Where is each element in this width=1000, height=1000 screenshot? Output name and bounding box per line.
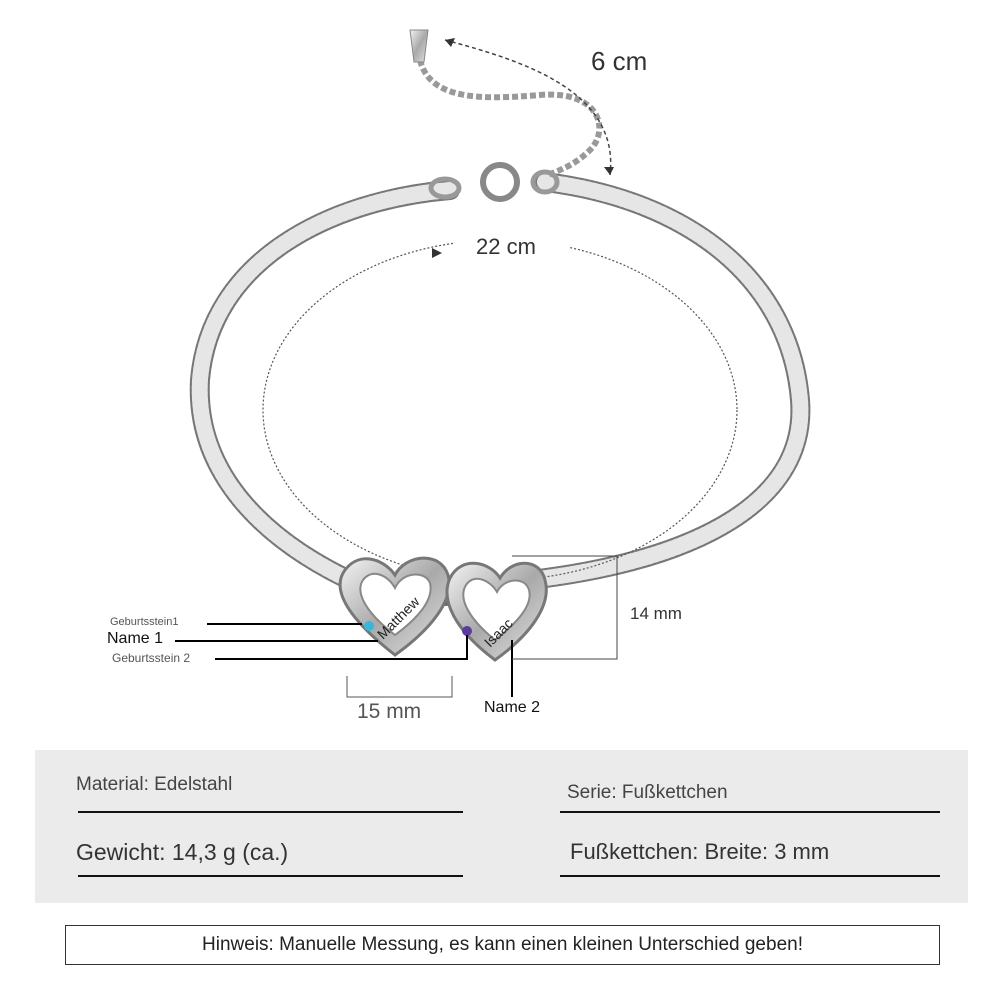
spec-material: Material: Edelstahl [76, 774, 233, 795]
divider [560, 875, 940, 877]
spec-weight: Gewicht: 14,3 g (ca.) [76, 839, 289, 865]
arrow-head-icon [604, 167, 614, 175]
specs-panel [35, 750, 968, 903]
extender-length-label: 6 cm [591, 46, 648, 76]
callout-birthstone2: Geburtsstein 2 [112, 651, 191, 665]
width-bracket [347, 676, 452, 697]
divider [78, 811, 463, 813]
engraving-name-1: Matthew [373, 593, 423, 643]
arrow-head-icon [432, 248, 442, 258]
callout-name1: Name 1 [107, 630, 164, 647]
measurement-note: Hinweis: Manuelle Messung, es kann einen kleinen Unterschied geben! [65, 925, 940, 965]
birthstone-1 [364, 621, 374, 631]
length-measure-ellipse [263, 240, 737, 580]
divider [78, 875, 463, 877]
heart-charm-2 [447, 563, 546, 660]
bracelet-length-label: 22 cm [476, 234, 536, 259]
heart-width-label: 15 mm [357, 700, 422, 723]
heart-height-label: 14 mm [630, 604, 682, 623]
engraving-name-2: Isaac [480, 615, 516, 651]
extender-chain [410, 30, 599, 175]
divider [560, 811, 940, 813]
callout-name2: Name 2 [484, 699, 541, 716]
callout-line-birthstone2 [215, 635, 467, 659]
spec-series: Serie: Fußkettchen [567, 782, 728, 803]
birthstone-2 [462, 626, 472, 636]
callout-birthstone1: Geburtsstein1 [110, 616, 179, 628]
spec-width: Fußkettchen: Breite: 3 mm [570, 839, 830, 864]
